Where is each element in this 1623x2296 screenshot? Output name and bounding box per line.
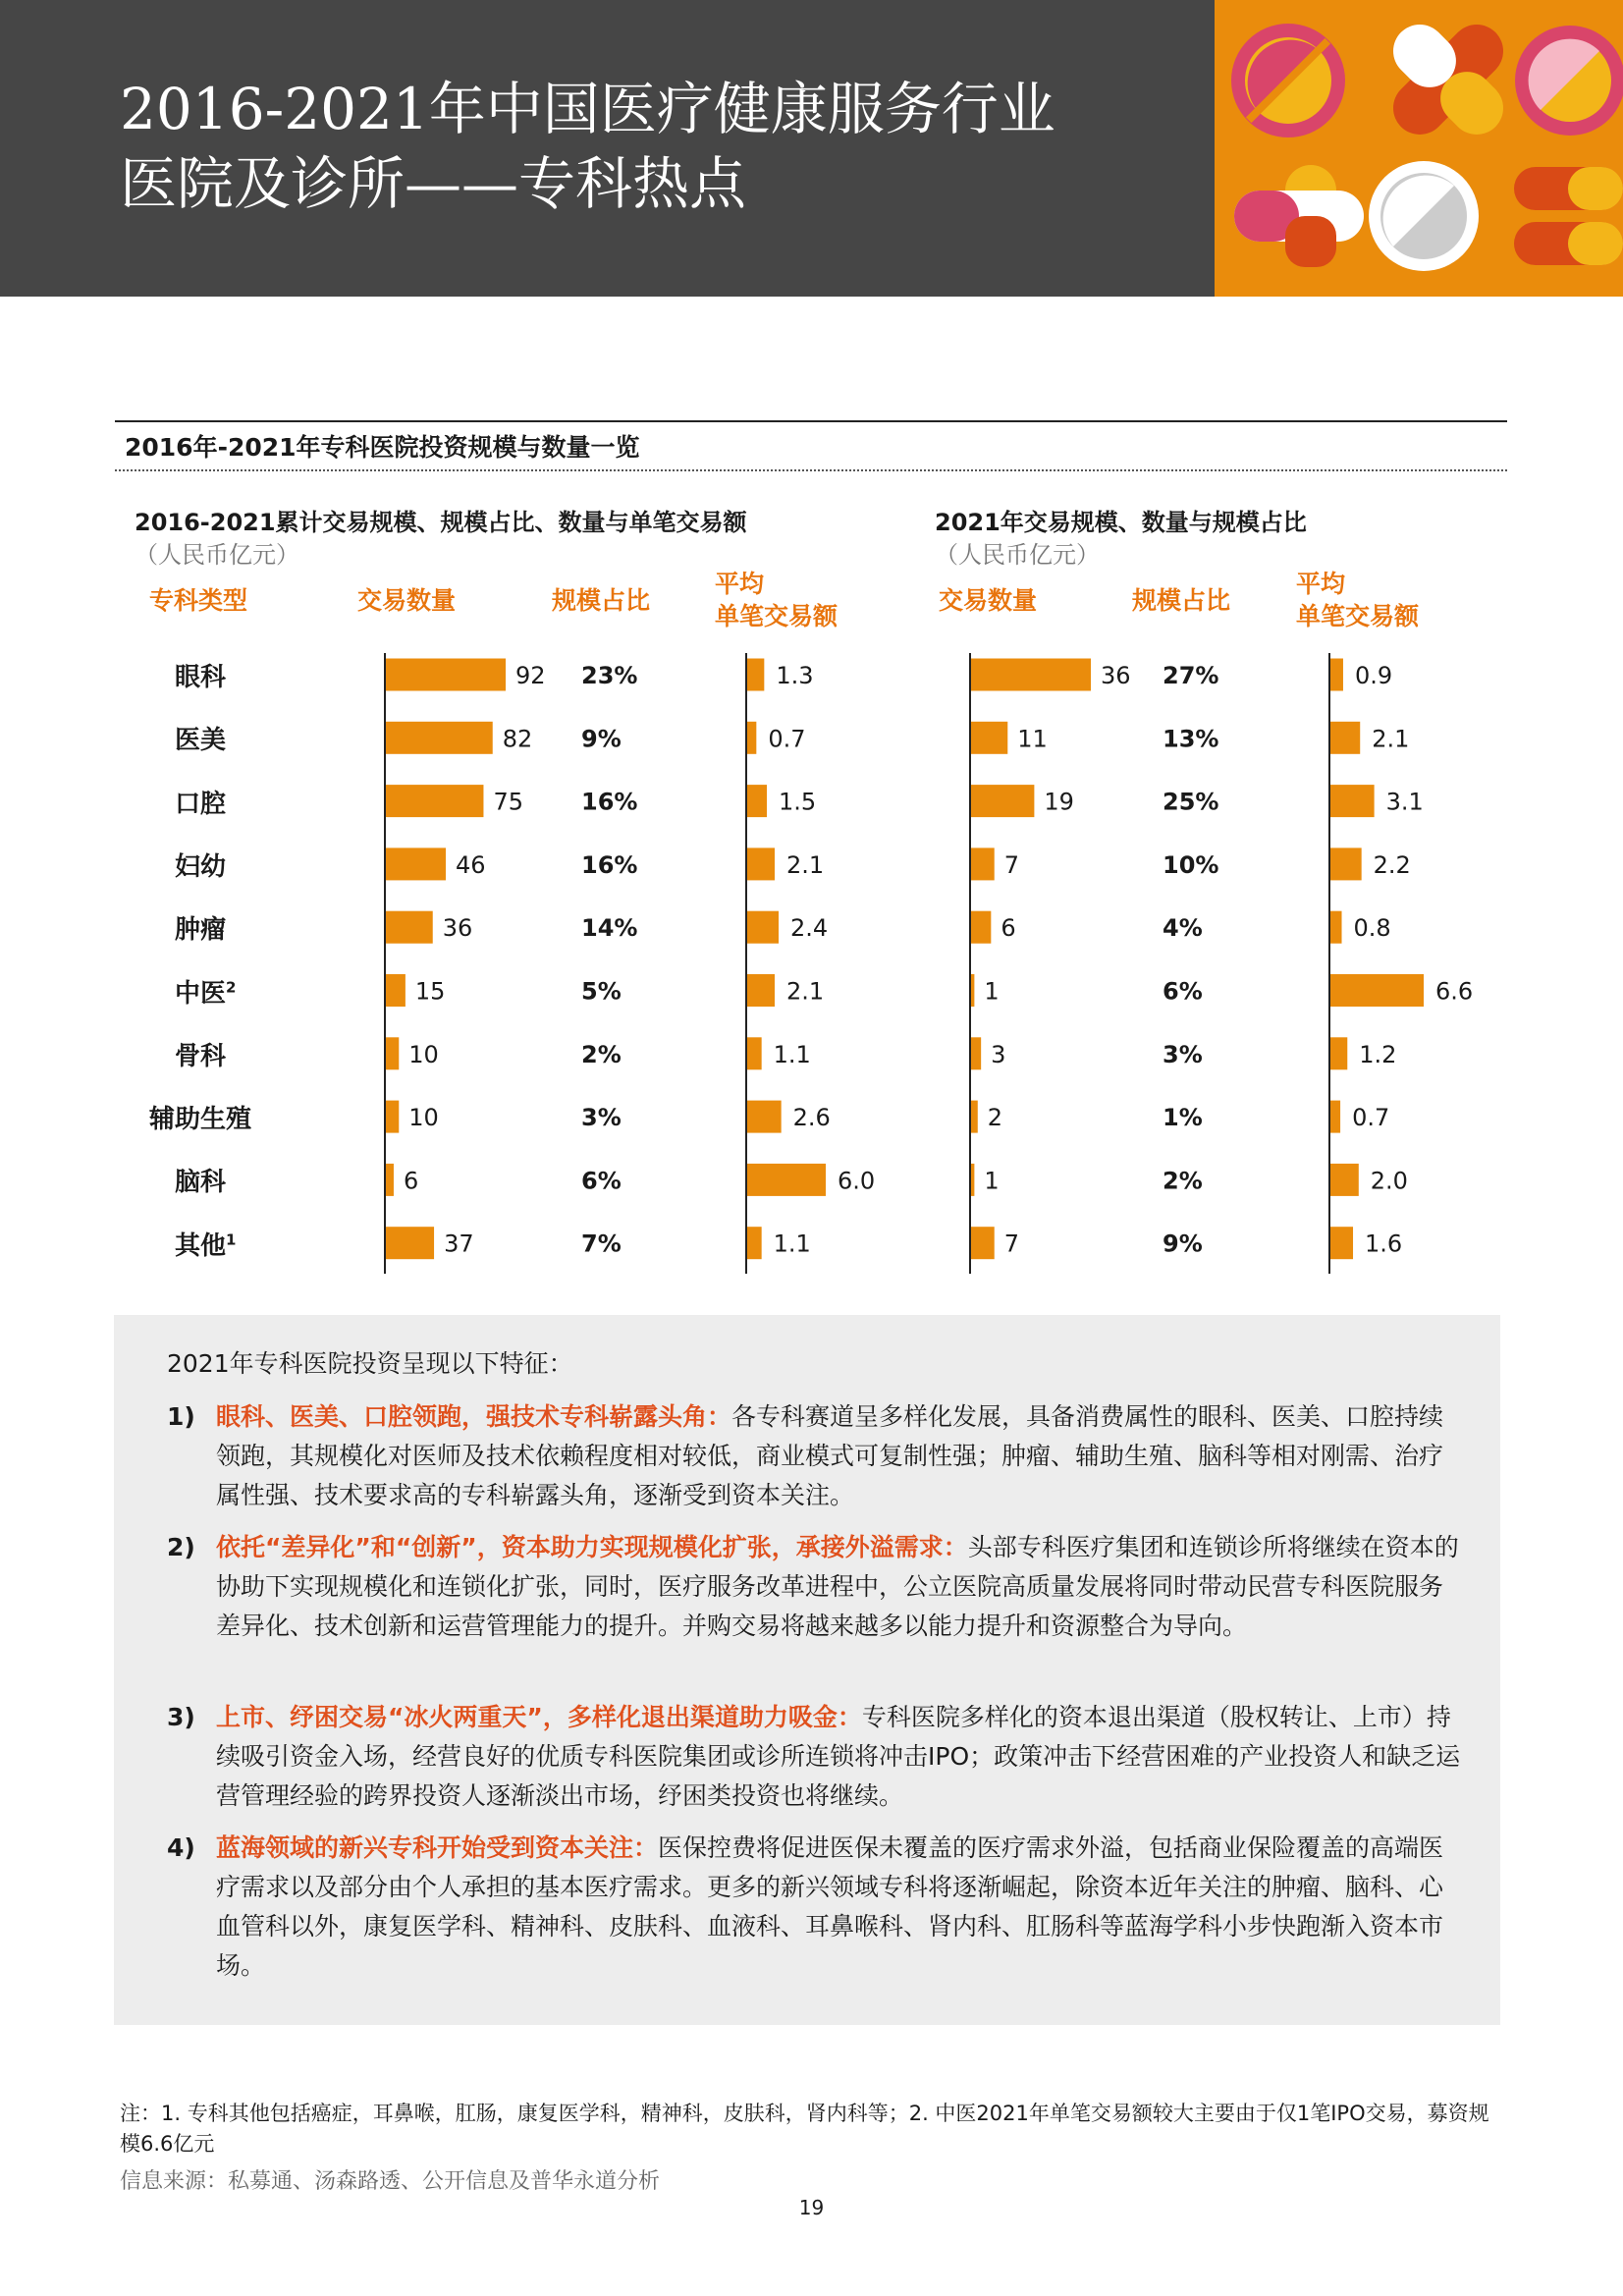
right-avg-label: 3.1 (1385, 788, 1424, 816)
left-count-bar (386, 1164, 394, 1196)
right-count-bar (971, 659, 1091, 691)
feature-text: 各专科赛道呈多样化发展，具备消费属性的眼科、医美、口腔持续领跑，其规模化对医师及技术依赖程度相对较低，商业模式可复制性强；肿瘤、辅助生殖、脑科等相对刚需、治疗属性强、技术要求高的专科崭露头角，逐渐受到资本关注。 (216, 1402, 1444, 1509)
category-label: 中医$^2$ (175, 977, 237, 1009)
right-count-bar (971, 847, 995, 880)
left-count-bar (386, 659, 506, 691)
left-avg-label: 2.4 (790, 914, 829, 943)
left-count-label: 10 (408, 1104, 439, 1132)
left-avg-label: 6.0 (838, 1167, 876, 1195)
right-count-bar (971, 974, 974, 1007)
footnote-marker: 2 (226, 977, 237, 996)
right-avg-bar (1330, 1227, 1353, 1259)
right-share-label: 6% (1163, 977, 1203, 1006)
left-share-label: 3% (581, 1104, 622, 1132)
page-title-line1: 2016-2021年中国医疗健康服务行业 (120, 76, 1055, 142)
category-label: 辅助生殖 (149, 1105, 252, 1135)
right-panel-unit: （人民币亿元） (935, 541, 1100, 569)
left-avg-bar (747, 659, 764, 691)
right-share-label: 1% (1163, 1104, 1203, 1132)
col-head-count-left: 交易数量 (357, 586, 457, 615)
right-avg-bar (1330, 785, 1375, 817)
category-label: 其他$^1$ (175, 1230, 237, 1261)
left-count-bar (386, 1227, 434, 1259)
left-count-label: 75 (493, 788, 524, 816)
col-head-avg-left-1: 平均 (715, 570, 765, 598)
left-count-bar (386, 974, 406, 1007)
col-head-count-right: 交易数量 (939, 586, 1038, 615)
category-label: 医美 (175, 726, 227, 756)
right-avg-bar (1330, 722, 1360, 754)
feature-text: 专科医院多样化的资本退出渠道（股权转让、上市）持续吸引资金入场，经营良好的优质专科医院集团或诊所连锁将冲击IPO；政策冲击下经营困难的产业投资人和缺乏运营管理经验的跨界投资人逐渐淡出市场，纾困类投资也将继续。 (216, 1703, 1461, 1810)
right-avg-bar (1330, 1101, 1340, 1133)
left-share-label: 16% (581, 788, 638, 816)
left-panel-title: 2016-2021累计交易规模、规模占比、数量与单笔交易额 (135, 509, 747, 536)
left-avg-bar (747, 785, 767, 817)
left-share-label: 14% (581, 914, 638, 943)
left-avg-bar (747, 1227, 762, 1259)
right-avg-label: 0.8 (1353, 914, 1391, 943)
left-count-bar (386, 847, 446, 880)
right-avg-label: 1.6 (1365, 1230, 1403, 1258)
left-count-label: 6 (403, 1167, 419, 1195)
feature-heading: 上市、纾困交易“冰火两重天”，多样化退出渠道助力吸金： (216, 1703, 862, 1731)
right-avg-label: 6.6 (1435, 977, 1474, 1006)
left-count-label: 15 (414, 977, 446, 1006)
source-note: 信息来源：私募通、汤森路透、公开信息及普华永道分析 (120, 2169, 661, 2194)
feature-number: 4) (167, 1833, 195, 1862)
left-avg-label: 1.3 (776, 662, 814, 689)
feature-heading: 眼科、医美、口腔领跑，强技术专科崭露头角： (216, 1402, 732, 1431)
right-avg-label: 1.2 (1359, 1040, 1397, 1068)
right-share-label: 2% (1163, 1167, 1203, 1195)
feature-heading: 蓝海领域的新兴专科开始受到资本关注： (216, 1833, 659, 1862)
feature-number: 1) (167, 1402, 195, 1431)
col-head-avg-right-2: 单笔交易额 (1296, 602, 1420, 630)
right-count-label: 7 (1003, 850, 1020, 879)
left-avg-label: 1.5 (779, 788, 817, 816)
right-avg-label: 2.2 (1373, 850, 1411, 879)
features-intro: 2021年专科医院投资呈现以下特征： (167, 1349, 573, 1378)
left-avg-bar (747, 722, 756, 754)
right-count-label: 7 (1003, 1230, 1020, 1258)
right-share-label: 9% (1163, 1230, 1203, 1258)
right-count-bar (971, 785, 1034, 817)
right-avg-label: 2.1 (1372, 725, 1410, 753)
category-label: 眼科 (175, 663, 227, 692)
right-count-label: 36 (1101, 662, 1131, 689)
feature-item-4 (167, 1829, 1463, 1986)
left-count-bar (386, 785, 483, 817)
right-share-label: 25% (1163, 788, 1219, 816)
right-count-label: 2 (987, 1104, 1003, 1132)
col-head-avg-right-1: 平均 (1296, 570, 1346, 598)
footnote: 注：1. 专科其他包括癌症，耳鼻喉，肛肠，康复医学科，精神科，皮肤科，肾内科等；2. 中医2021年单笔交易额较大主要由于仅1笔IPO交易，募资规模6.6亿元 (120, 2102, 1489, 2156)
left-count-label: 10 (408, 1040, 439, 1068)
left-share-label: 2% (581, 1040, 622, 1068)
left-avg-bar (747, 1037, 762, 1069)
left-share-label: 16% (581, 850, 638, 879)
right-panel-title: 2021年交易规模、数量与规模占比 (935, 509, 1307, 536)
feature-number: 2) (167, 1533, 195, 1561)
right-avg-bar (1330, 974, 1424, 1007)
right-count-label: 6 (1001, 914, 1016, 943)
category-label: 口腔 (175, 789, 227, 819)
left-avg-bar (747, 847, 775, 880)
left-count-bar (386, 1101, 399, 1133)
left-count-bar (386, 1037, 399, 1069)
footnote-marker: 1 (226, 1230, 237, 1249)
feature-item-1 (167, 1397, 1463, 1515)
right-avg-bar (1330, 847, 1362, 880)
left-avg-label: 2.1 (786, 977, 825, 1006)
left-share-label: 23% (581, 662, 638, 689)
feature-item-3 (167, 1698, 1463, 1816)
left-avg-label: 2.1 (786, 850, 825, 879)
left-avg-bar (747, 974, 775, 1007)
left-count-label: 82 (502, 725, 533, 753)
right-count-label: 3 (991, 1040, 1006, 1068)
right-count-bar (971, 1227, 995, 1259)
right-avg-bar (1330, 1037, 1347, 1069)
col-head-avg-left-2: 单笔交易额 (715, 602, 839, 630)
col-head-share-right: 规模占比 (1132, 586, 1231, 615)
category-label: 肿瘤 (175, 915, 227, 946)
right-avg-label: 0.7 (1352, 1104, 1390, 1132)
left-count-bar (386, 722, 493, 754)
left-avg-label: 1.1 (773, 1230, 811, 1258)
right-avg-bar (1330, 659, 1343, 691)
feature-text: 头部专科医疗集团和连锁诊所将继续在资本的协助下实现规模化和连锁化扩张，同时，医疗服务改革进程中，公立医院高质量发展将同时带动民营专科医院服务差异化、技术创新和运营管理能力的提升。并购交易将越来越多以能力提升和资源整合为导向。 (216, 1533, 1459, 1640)
left-share-label: 6% (581, 1167, 622, 1195)
feature-item-2 (167, 1528, 1463, 1646)
right-share-label: 27% (1163, 662, 1219, 689)
right-share-label: 13% (1163, 725, 1219, 753)
page-title-line2: 医院及诊所——专科热点 (120, 150, 747, 217)
right-count-bar (971, 1037, 981, 1069)
right-avg-bar (1330, 1164, 1359, 1196)
features-box (114, 1315, 1500, 2025)
left-count-label: 36 (442, 914, 473, 943)
right-count-bar (971, 1101, 978, 1133)
right-count-bar (971, 722, 1007, 754)
right-share-label: 4% (1163, 914, 1203, 943)
left-avg-bar (747, 1101, 782, 1133)
left-panel-unit: （人民币亿元） (135, 541, 299, 569)
feature-heading: 依托“差异化”和“创新”，资本助力实现规模化扩张，承接外溢需求： (216, 1533, 968, 1561)
category-label: 骨科 (175, 1041, 227, 1071)
left-avg-bar (747, 1164, 826, 1196)
right-avg-label: 2.0 (1370, 1167, 1408, 1195)
left-count-bar (386, 911, 433, 944)
col-head-share-left: 规模占比 (552, 586, 651, 615)
right-count-label: 1 (984, 977, 1000, 1006)
page-number: 19 (798, 2196, 825, 2219)
right-count-label: 11 (1017, 725, 1048, 753)
left-count-label: 46 (456, 850, 486, 879)
right-count-bar (971, 1164, 974, 1196)
category-label: 脑科 (175, 1168, 227, 1198)
left-count-label: 37 (444, 1230, 474, 1258)
right-count-label: 1 (984, 1167, 1000, 1195)
left-avg-label: 0.7 (768, 725, 806, 753)
left-share-label: 5% (581, 977, 622, 1006)
right-avg-bar (1330, 911, 1342, 944)
feature-number: 3) (167, 1703, 195, 1731)
right-share-label: 3% (1163, 1040, 1203, 1068)
left-share-label: 9% (581, 725, 622, 753)
left-avg-label: 1.1 (773, 1040, 811, 1068)
right-count-bar (971, 911, 991, 944)
right-share-label: 10% (1163, 850, 1219, 879)
left-avg-label: 2.6 (792, 1104, 831, 1132)
left-count-label: 92 (515, 662, 546, 689)
left-share-label: 7% (581, 1230, 622, 1258)
col-head-category: 专科类型 (149, 586, 248, 615)
section-title: 2016年-2021年专科医院投资规模与数量一览 (125, 433, 640, 462)
left-avg-bar (747, 911, 779, 944)
right-count-label: 19 (1044, 788, 1074, 816)
right-avg-label: 0.9 (1354, 662, 1393, 689)
category-label: 妇幼 (175, 851, 227, 882)
feature-text: 医保控费将促进医保未覆盖的医疗需求外溢，包括商业保险覆盖的高端医疗需求以及部分由个人承担的基本医疗需求。更多的新兴领域专科将逐渐崛起，除资本近年关注的肿瘤、脑科、心血管科以外，康复医学科、精神科、皮肤科、血液科、耳鼻喉科、肾内科、肛肠科等蓝海学科小步快跑渐入资本市场。 (216, 1833, 1444, 1980)
